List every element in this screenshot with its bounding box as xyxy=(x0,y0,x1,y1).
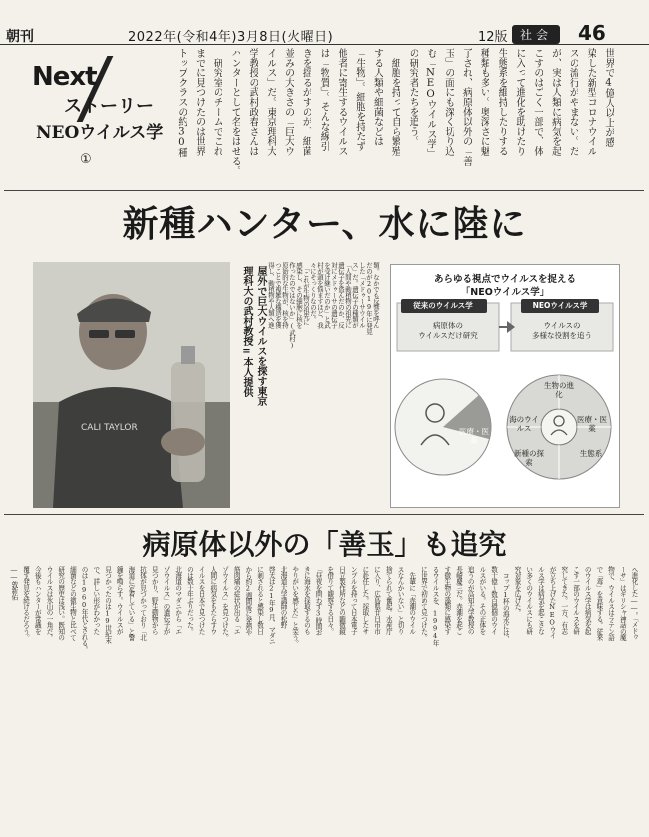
article-line: きを揺るがすのが、細菌 xyxy=(300,48,312,156)
article-line: 人間に病気をもたらすウ xyxy=(208,566,217,635)
old-virology-desc-2: ウイルスだけ研究 xyxy=(418,331,478,340)
article-line: ハンターとして名をはせる。 xyxy=(229,48,241,176)
old-virology-desc-1: 病原体の xyxy=(433,321,463,330)
article-line: 得し、動植物や人類へ進 xyxy=(267,262,275,328)
article-line: 生態系を維持したりする xyxy=(496,48,508,156)
article-line: ルスがいる。その正体を xyxy=(477,566,486,635)
series-title-jp: ストーリー xyxy=(64,96,154,117)
article-line: ゾウイルス」の遺伝子が xyxy=(162,566,170,635)
article-line: 他者に寄生するウイルス xyxy=(336,48,347,156)
series-subtitle: NEOウイルス学 xyxy=(36,123,164,143)
article-line: スの流行がやまない。だ xyxy=(567,48,579,156)
sub-headline: 病原体以外の「善玉」も追究 xyxy=(142,528,507,561)
article-line: 「生物」。細胞を持たず xyxy=(353,48,365,151)
article-line: 玉」の面にも深く切り込 xyxy=(442,48,454,156)
article-line: が、実は人類に病気を起 xyxy=(549,48,561,156)
section-badge: 社会 xyxy=(512,25,560,44)
divider xyxy=(4,514,644,515)
article-line: ――敦新佑 xyxy=(9,566,18,600)
article-line: 究対象を広げた。 xyxy=(513,566,521,616)
new-virology-desc-2: 多様な役割を追う xyxy=(532,331,592,340)
article-line: ス」だ。遺伝子の種類が xyxy=(351,262,359,328)
article-line: 学教授の武村政春さんは xyxy=(247,48,258,156)
article-line: 見つかったのは19世紀末 xyxy=(103,566,112,644)
article-line: 筋肉痛の症状が出る「エ xyxy=(232,566,241,635)
article-line: の研究者たちを追う。 xyxy=(407,48,419,147)
article-line: だのが2019年に発見 xyxy=(365,262,373,335)
series-number: ① xyxy=(80,152,92,167)
article-line: るウイルスを、1994年 xyxy=(431,566,440,646)
article-middle-columns xyxy=(267,262,382,508)
article-line: い多くのウイルスにも研 xyxy=(524,566,533,635)
article-line: 先輩に「赤潮のウイル xyxy=(407,566,416,635)
professor-photo-illustration xyxy=(33,262,230,508)
article-line: スなんかいない」と切り xyxy=(396,566,404,635)
article-line: のは1960年代とされる。 xyxy=(80,566,89,653)
segment-medical: 医療・医薬 xyxy=(577,415,607,433)
article-line: 今後もハンターが常識を xyxy=(33,566,42,635)
divider xyxy=(4,190,644,191)
old-virology-label: 従来のウイルス学 xyxy=(413,301,473,310)
article-line: 北海道大学講師の松野 xyxy=(279,566,287,628)
article-line: 啓太は21年9月、マダニ xyxy=(267,566,276,645)
main-headline: 新種ハンター、水に陸に xyxy=(122,203,527,245)
article-line: 究してきた。一方、有志 xyxy=(559,566,568,635)
article-line: 類。なかでも反響を呼ん xyxy=(372,262,380,328)
new-virology-desc-1: ウイルスの xyxy=(543,321,581,330)
old-segment-medical: 医療・医薬 xyxy=(459,427,489,445)
article-line: イルス」だ。東京理科大 xyxy=(264,48,276,156)
article-line: 見つかり、野生動物から xyxy=(150,566,159,635)
segment-ocean-virus: 海のウイルス xyxy=(509,415,539,433)
article-line: は「物質」。そんな線引 xyxy=(318,48,330,151)
new-virology-label: NEOウイルス学 xyxy=(532,301,588,310)
article-line: 日立製作所などの顕微鏡 xyxy=(337,566,346,635)
article-line: ーサ」はギリシャ神話の魔 xyxy=(618,566,627,641)
article-line: から約2週間後に発熱や xyxy=(243,566,252,636)
article-line: ゾウイルス」を見つけた。 xyxy=(220,566,229,641)
article-line: 作ったのではないか」(武村) xyxy=(288,262,296,350)
article-line: した「メドゥーサウイル xyxy=(358,262,366,328)
article-line: 北海道のマダニから「エ xyxy=(173,566,182,635)
diagram-title-line1: あらゆる視点でウイルスを捉える xyxy=(434,274,576,285)
article-lower-columns xyxy=(6,566,640,832)
article-line: 「これが生物の祖先に xyxy=(302,262,310,325)
article-line: に入り、広島県廿日市市 xyxy=(372,566,381,635)
article-line: で、詳しい形がわかった xyxy=(91,566,100,635)
issue-date: 2022年(令和4年)3月8日(火曜日) xyxy=(128,30,334,45)
segment-evolution: 生物の進化 xyxy=(544,381,574,399)
article-line: 数十億〜数百億個のウイ xyxy=(489,566,498,635)
article-line: 覆す発見を続けるだろう。 xyxy=(21,566,30,641)
article-line: 鐘を鳴らす。ウイルスが xyxy=(115,566,124,635)
article-line: ルス学は病気を起こさな xyxy=(536,566,545,635)
article-line: のは数十年ぶりだった。 xyxy=(185,566,194,635)
article-line: に世界で初めて見つけた。 xyxy=(419,566,428,641)
article-line: を受け継いだのか」と武 xyxy=(323,262,331,328)
professor-photo xyxy=(33,262,230,508)
article-line: つことで複雑な構造を獲 xyxy=(274,262,282,328)
article-line: 村が頭を悩ますほど、我 xyxy=(316,262,324,328)
article-line: イルスを日本で見つけた xyxy=(197,566,206,635)
article-line: ウイルスは氷山の一角だ。 xyxy=(45,566,53,641)
article-line: 感染し、その細胞に核を xyxy=(295,262,303,328)
article-line: する人類や細菌などは xyxy=(371,48,383,147)
article-line: 細胞を持って自ら繁殖 xyxy=(389,48,401,156)
series-title-en: Next xyxy=(32,62,97,92)
article-line: 捨てられて奮起。水産庁 xyxy=(384,566,393,635)
article-line: 対にメドゥーサの遺伝子 xyxy=(330,262,338,328)
article-line: 長崎慶三だ。赤潮を起こ xyxy=(454,566,463,635)
article-line: に入って進化を助けたり xyxy=(514,48,525,156)
page-number: 46 xyxy=(578,21,606,45)
article-line: 染した新型コロナウイル xyxy=(585,48,597,156)
article-line: きに海水を採取するのも xyxy=(302,566,311,635)
article-line: までに見つけたのは世界 xyxy=(193,48,205,156)
photo-caption xyxy=(236,266,266,496)
caption-line: 屋外で巨大ウイルスを探す東京 xyxy=(255,266,266,406)
article-line: に赴任した。採取したサ xyxy=(360,566,369,635)
article-line: やりがいを感じた」と笑う。 xyxy=(290,566,299,647)
caption-line: 理科大の武村教授=本人提供 xyxy=(241,266,252,397)
article-line: ンプルを持って日本電子 xyxy=(349,566,358,635)
svg-text:CALI TAYLOR: CALI TAYLOR xyxy=(81,423,138,433)
article-line: に刺されると感染し数日 xyxy=(255,566,264,635)
neo-virology-diagram xyxy=(390,264,620,508)
article-line: トップクラスの約30種 xyxy=(175,48,187,158)
article-line: 「人間や動植物の祖先に xyxy=(344,262,352,328)
article-upper-columns xyxy=(168,48,614,190)
diagram-title-line2: 「NEOウイルス学」 xyxy=(460,287,550,298)
article-line: 種類も多い。奥深さに魅 xyxy=(478,48,490,156)
article-line: 原始的な生物が、核を持 xyxy=(281,262,289,328)
article-line: コップ1杯の海水には、 xyxy=(501,566,510,642)
article-line: こすのはごく一部で、体 xyxy=(531,48,543,156)
article-line: のウイルス学は病気を起 xyxy=(583,566,592,635)
segment-ecosystem: 生態系 xyxy=(579,449,603,458)
article-line: 追うのが高知大学教授の xyxy=(466,566,475,635)
article-line: 々にそっくりなのだ。 xyxy=(309,262,317,322)
article-line: す微生物の藻類に感染す xyxy=(442,566,451,635)
article-line: 研究室のチームでこれ xyxy=(211,48,223,156)
article-line: 「昼夜を問わず3時間お xyxy=(314,566,323,636)
edition-label: 12版 xyxy=(478,30,508,45)
article-line: を借りて観察する日々。 xyxy=(325,566,334,635)
article-line: 並みの大きさの「巨大ウ xyxy=(282,48,294,156)
article-line: 物で、ウイルスはラテン語 xyxy=(606,566,615,641)
article-line: 了され、病原体以外の「善 xyxy=(460,48,472,166)
page-header xyxy=(0,0,649,45)
article-line: 研究の歴史は浅い。既知の xyxy=(56,566,65,641)
article-line: へ進化した――。「メドゥ xyxy=(630,566,638,640)
newspaper-logo: 朝刊 xyxy=(6,29,34,45)
article-line: こす一部のウイルスを研 xyxy=(571,566,580,635)
article-line: で「毒」を意味する。従来 xyxy=(594,566,603,641)
article-line: 細菌などの微生物と比べて xyxy=(68,566,77,641)
segment-new-species: 新種の探索 xyxy=(514,449,544,467)
article-line: 世界で4億人以上が感 xyxy=(603,48,614,147)
article-line: が立ち上げたNEOウイ xyxy=(548,566,557,639)
article-line: 海道に定着している」と警 xyxy=(126,566,135,641)
article-line: 抗体が見つかっており「北 xyxy=(138,566,147,641)
article-line: む「NEOウイルス学」 xyxy=(425,48,436,159)
article-line: 遺伝子を盗んだのか、反 xyxy=(337,262,345,328)
